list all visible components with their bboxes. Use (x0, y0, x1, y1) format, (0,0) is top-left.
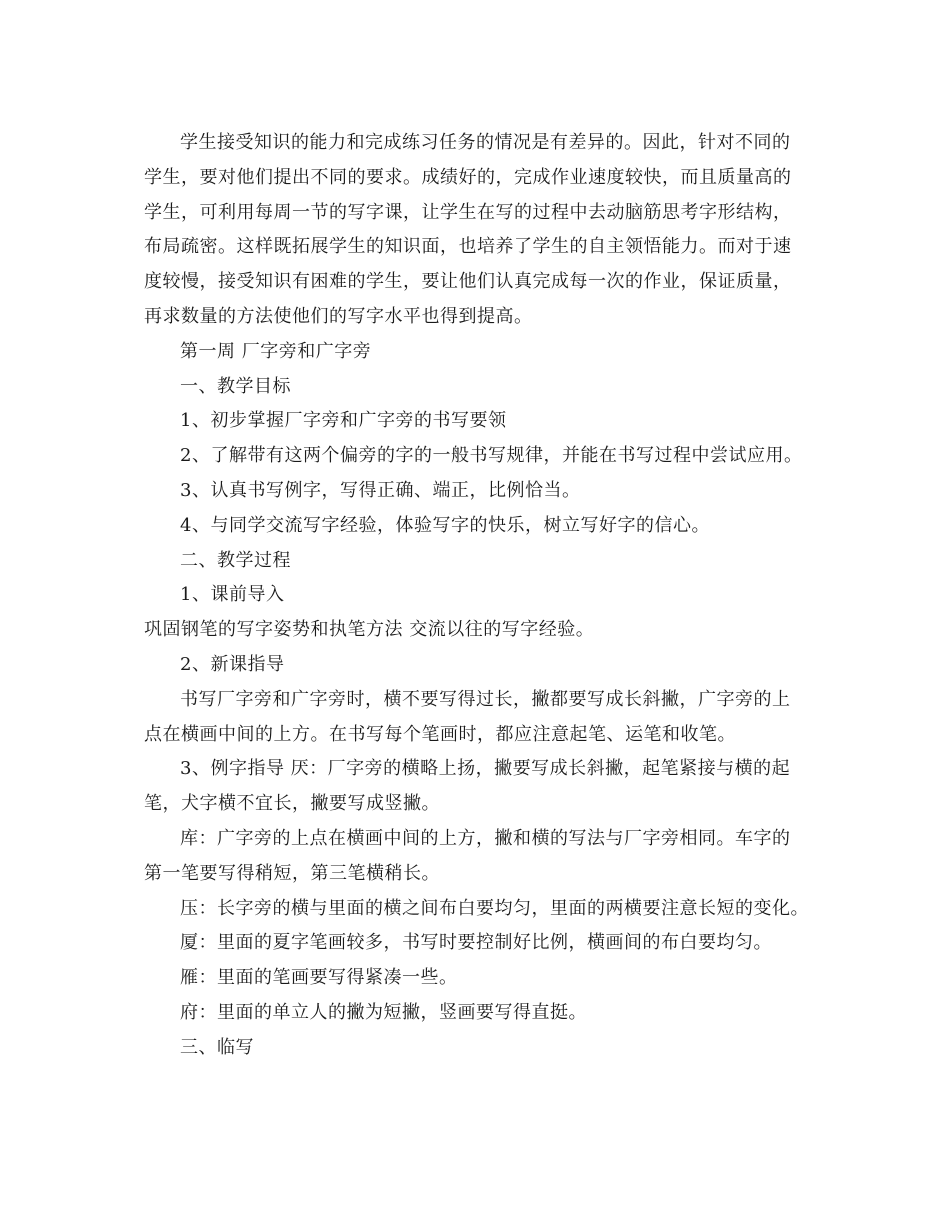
example-char-yan (144, 961, 814, 996)
heading-copy-writing (144, 1031, 814, 1066)
document-body (144, 126, 814, 1066)
text-line: 学生接受知识的能力和完成练习任务的情况是有差异的。因此，针对不同的 (180, 132, 791, 153)
text-line: 布局疏密。这样既拓展学生的知识面，也培养了学生的自主领悟能力。而对于速 (144, 236, 792, 258)
text-line: 2、新课指导 (180, 653, 285, 675)
heading-teaching-goals (144, 370, 814, 405)
text-line: 4、与同学交流写字经验，体验写字的快乐，树立写好字的信心。 (180, 514, 710, 536)
text-line: 库：广字旁的上点在横画中间的上方，撇和横的写法与厂字旁相同。车字的 (180, 827, 791, 849)
example-char-sha (144, 926, 814, 961)
goal-item-2 (144, 439, 814, 474)
heading-teaching-process (144, 544, 814, 579)
text-line: 府：里面的单立人的撇为短撇，竖画要写得直挺。 (180, 1001, 587, 1023)
text-line: 二、教学过程 (180, 549, 291, 571)
text-line: 雁：里面的笔画要写得紧凑一些。 (180, 967, 458, 989)
text-line: 学生，可利用每周一节的写字课，让学生在写的过程中去动脑筋思考字形结构， (144, 201, 792, 223)
text-line: 第一周 厂字旁和广字旁 (180, 340, 372, 362)
text-line: 2、了解带有这两个偏旁的字的一般书写规律，并能在书写过程中尝试应用。 (180, 445, 803, 467)
text-line: 学生，要对他们提出不同的要求。成绩好的，完成作业速度较快，而且质量高的 (144, 166, 792, 188)
text-line: 1、课前导入 (180, 584, 285, 606)
process-item-2 (144, 648, 814, 683)
example-char-fu (144, 996, 814, 1031)
paragraph-intro (144, 126, 814, 335)
example-char-ya (144, 892, 814, 927)
process-item-1-body (144, 613, 814, 648)
text-line: 度较慢，接受知识有困难的学生，要让他们认真完成每一次的作业，保证质量， (144, 271, 792, 293)
text-line: 3、例字指导 厌：厂字旁的横略上扬，撇要写成长斜撇，起笔紧接与横的起 (180, 758, 791, 780)
goal-item-4 (144, 509, 814, 544)
process-item-3 (144, 752, 814, 822)
goal-item-3 (144, 474, 814, 509)
section-heading-week-one (144, 335, 814, 370)
text-line: 压：长字旁的横与里面的横之间布白要均匀，里面的两横要注意长短的变化。 (180, 897, 809, 919)
text-line: 三、临写 (180, 1036, 254, 1058)
text-line: 一、教学目标 (180, 375, 291, 397)
text-line: 第一笔要写得稍短，第三笔横稍长。 (144, 862, 440, 884)
process-item-2-body (144, 683, 814, 753)
text-line: 再求数量的方法使他们的写字水平也得到提高。 (144, 305, 533, 327)
text-line: 巩固钢笔的写字姿势和执笔方法 交流以往的写字经验。 (144, 619, 595, 641)
text-line: 3、认真书写例字，写得正确、端正，比例恰当。 (180, 479, 581, 501)
text-line: 1、初步掌握厂字旁和广字旁的书写要领 (180, 410, 507, 432)
process-item-1 (144, 578, 814, 613)
text-line: 笔，犬字横不宜长，撇要写成竖撇。 (144, 793, 440, 815)
goal-item-1 (144, 404, 814, 439)
text-line: 点在横画中间的上方。在书写每个笔画时，都应注意起笔、运笔和收笔。 (144, 723, 736, 745)
example-char-ku (144, 822, 814, 892)
text-line: 厦：里面的夏字笔画较多，书写时要控制好比例，横画间的布白要均匀。 (180, 932, 772, 954)
text-line: 书写厂字旁和广字旁时，横不要写得过长，撇都要写成长斜撇，广字旁的上 (180, 688, 791, 710)
